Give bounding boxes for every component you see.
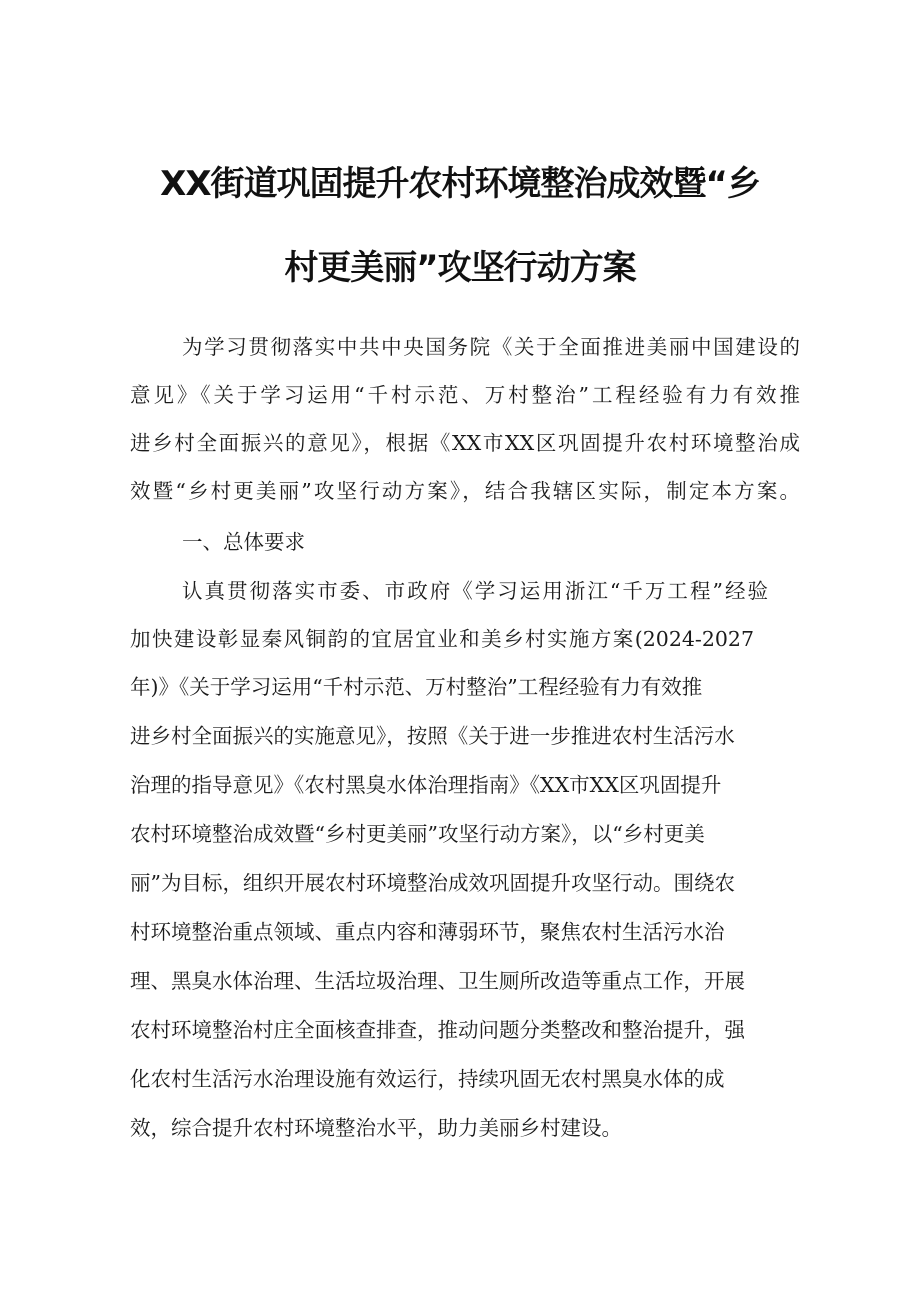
section-heading: 一、总体要求: [182, 530, 305, 554]
section-paragraph-line: 加快建设彰显秦风铜韵的宜居宜业和美乡村实施方案(2024-2027: [130, 627, 754, 651]
document-title-line-1: XX街道巩固提升农村环境整治成效暨“乡: [160, 164, 760, 204]
section-paragraph-line: 理、黑臭水体治理、生活垃圾治理、卫生厕所改造等重点工作，开展: [130, 969, 745, 993]
section-paragraph-line: 效，综合提升农村环境整治水平，助力美丽乡村建设。: [130, 1116, 622, 1140]
section-paragraph-line: 年)》《关于学习运用“千村示范、万村整治”工程经验有力有效推: [130, 675, 703, 699]
document-title-line-2: 村更美丽”攻坚行动方案: [284, 248, 636, 288]
intro-paragraph-line: 为学习贯彻落实中共中央国务院《关于全面推进美丽中国建设的: [182, 335, 800, 359]
section-paragraph-line: 认真贯彻落实市委、市政府《学习运用浙江“千万工程”经验: [182, 579, 768, 603]
section-paragraph-line: 农村环境整治村庄全面核查排查，推动问题分类整改和整治提升，强: [130, 1018, 745, 1042]
section-paragraph-line: 村环境整治重点领域、重点内容和薄弱环节，聚焦农村生活污水治: [130, 920, 725, 944]
section-paragraph-line: 化农村生活污水治理设施有效运行，持续巩固无农村黑臭水体的成: [130, 1067, 725, 1091]
intro-paragraph-line: 进乡村全面振兴的意见》，根据《XX市XX区巩固提升农村环境整治成: [130, 431, 800, 455]
intro-paragraph-line: 效暨“乡村更美丽”攻坚行动方案》，结合我辖区实际，制定本方案。: [130, 479, 800, 503]
section-paragraph-line: 治理的指导意见》《农村黑臭水体治理指南》《XX市XX区巩固提升: [130, 773, 722, 797]
section-paragraph-line: 进乡村全面振兴的实施意见》，按照《关于进一步推进农村生活污水: [130, 724, 735, 748]
section-paragraph-line: 丽”为目标，组织开展农村环境整治成效巩固提升攻坚行动。围绕农: [130, 871, 735, 895]
intro-paragraph-line: 意见》《关于学习运用“千村示范、万村整治”工程经验有力有效推: [130, 383, 800, 407]
section-paragraph-line: 农村环境整治成效暨“乡村更美丽”攻坚行动方案》，以“乡村更美: [130, 822, 705, 846]
